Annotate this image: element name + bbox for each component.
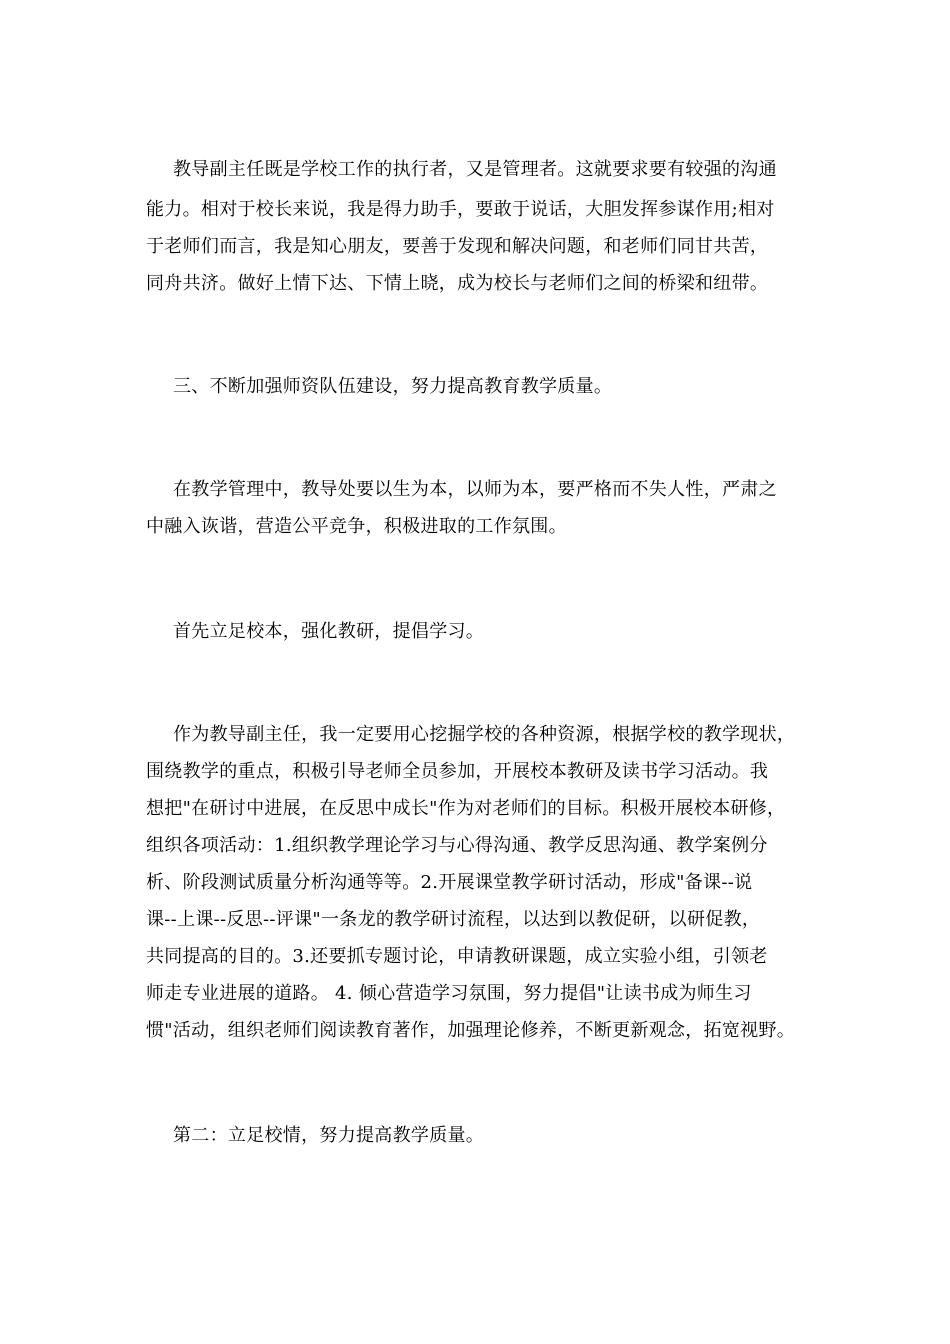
paragraph-5-line-3: 想把"在研讨中进展，在反思中成长"作为对老师们的目标。积极开展校本研修，	[146, 798, 786, 819]
paragraph-5-line-2: 围绕教学的重点，积极引导老师全员参加，开展校本教研及读书学习活动。我	[146, 761, 769, 782]
paragraph-4-line-1: 首先立足校本，强化教研，提倡学习。	[173, 621, 485, 642]
paragraph-6-line-1: 第二：立足校情，努力提高教学质量。	[173, 1125, 485, 1146]
paragraph-5-line-4: 组织各项活动：1.组织教学理论学习与心得沟通、教学反思沟通、教学案例分	[146, 835, 768, 856]
paragraph-5-line-1: 作为教导副主任，我一定要用心挖掘学校的各种资源，根据学校的教学现状，	[173, 724, 796, 745]
paragraph-5-line-7: 共同提高的目的。3.还要抓专题讨论，申请教研课题，成立实验小组，引领老	[146, 946, 768, 967]
paragraph-5-line-9: 惯"活动，组织老师们阅读教育著作，加强理论修养，不断更新观念，拓宽视野。	[146, 1020, 796, 1041]
paragraph-5-line-8: 师走专业进展的道路。 4. 倾心营造学习氛围，努力提倡"让读书成为师生习	[146, 983, 752, 1004]
paragraph-3-line-1: 在教学管理中，教导处要以生为本，以师为本，要严格而不失人性，严肃之	[173, 479, 777, 500]
paragraph-1-line-1: 教导副主任既是学校工作的执行者，又是管理者。这就要求要有较强的沟通	[173, 159, 777, 180]
paragraph-3-line-2: 中融入诙谐，营造公平竞争，积极进取的工作氛围。	[146, 516, 567, 537]
paragraph-1-line-4: 同舟共济。做好上情下达、下情上晓，成为校长与老师们之间的桥梁和纽带。	[146, 273, 769, 294]
paragraph-1-line-3: 于老师们而言，我是知心朋友，要善于发现和解决问题，和老师们同甘共苦，	[146, 236, 769, 257]
paragraph-1-line-2: 能力。相对于校长来说，我是得力助手，要敢于说话，大胆发挥参谋作用;相对	[146, 199, 775, 220]
section-heading-3: 三、不断加强师资队伍建设，努力提高教育教学质量。	[173, 376, 613, 397]
paragraph-5-line-5: 析、阶段测试质量分析沟通等等。2.开展课堂教学研讨活动，形成"备课--说	[146, 872, 753, 893]
paragraph-5-line-6: 课--上课--反思--评课"一条龙的教学研讨流程，以达到以教促研，以研促教，	[146, 909, 761, 930]
